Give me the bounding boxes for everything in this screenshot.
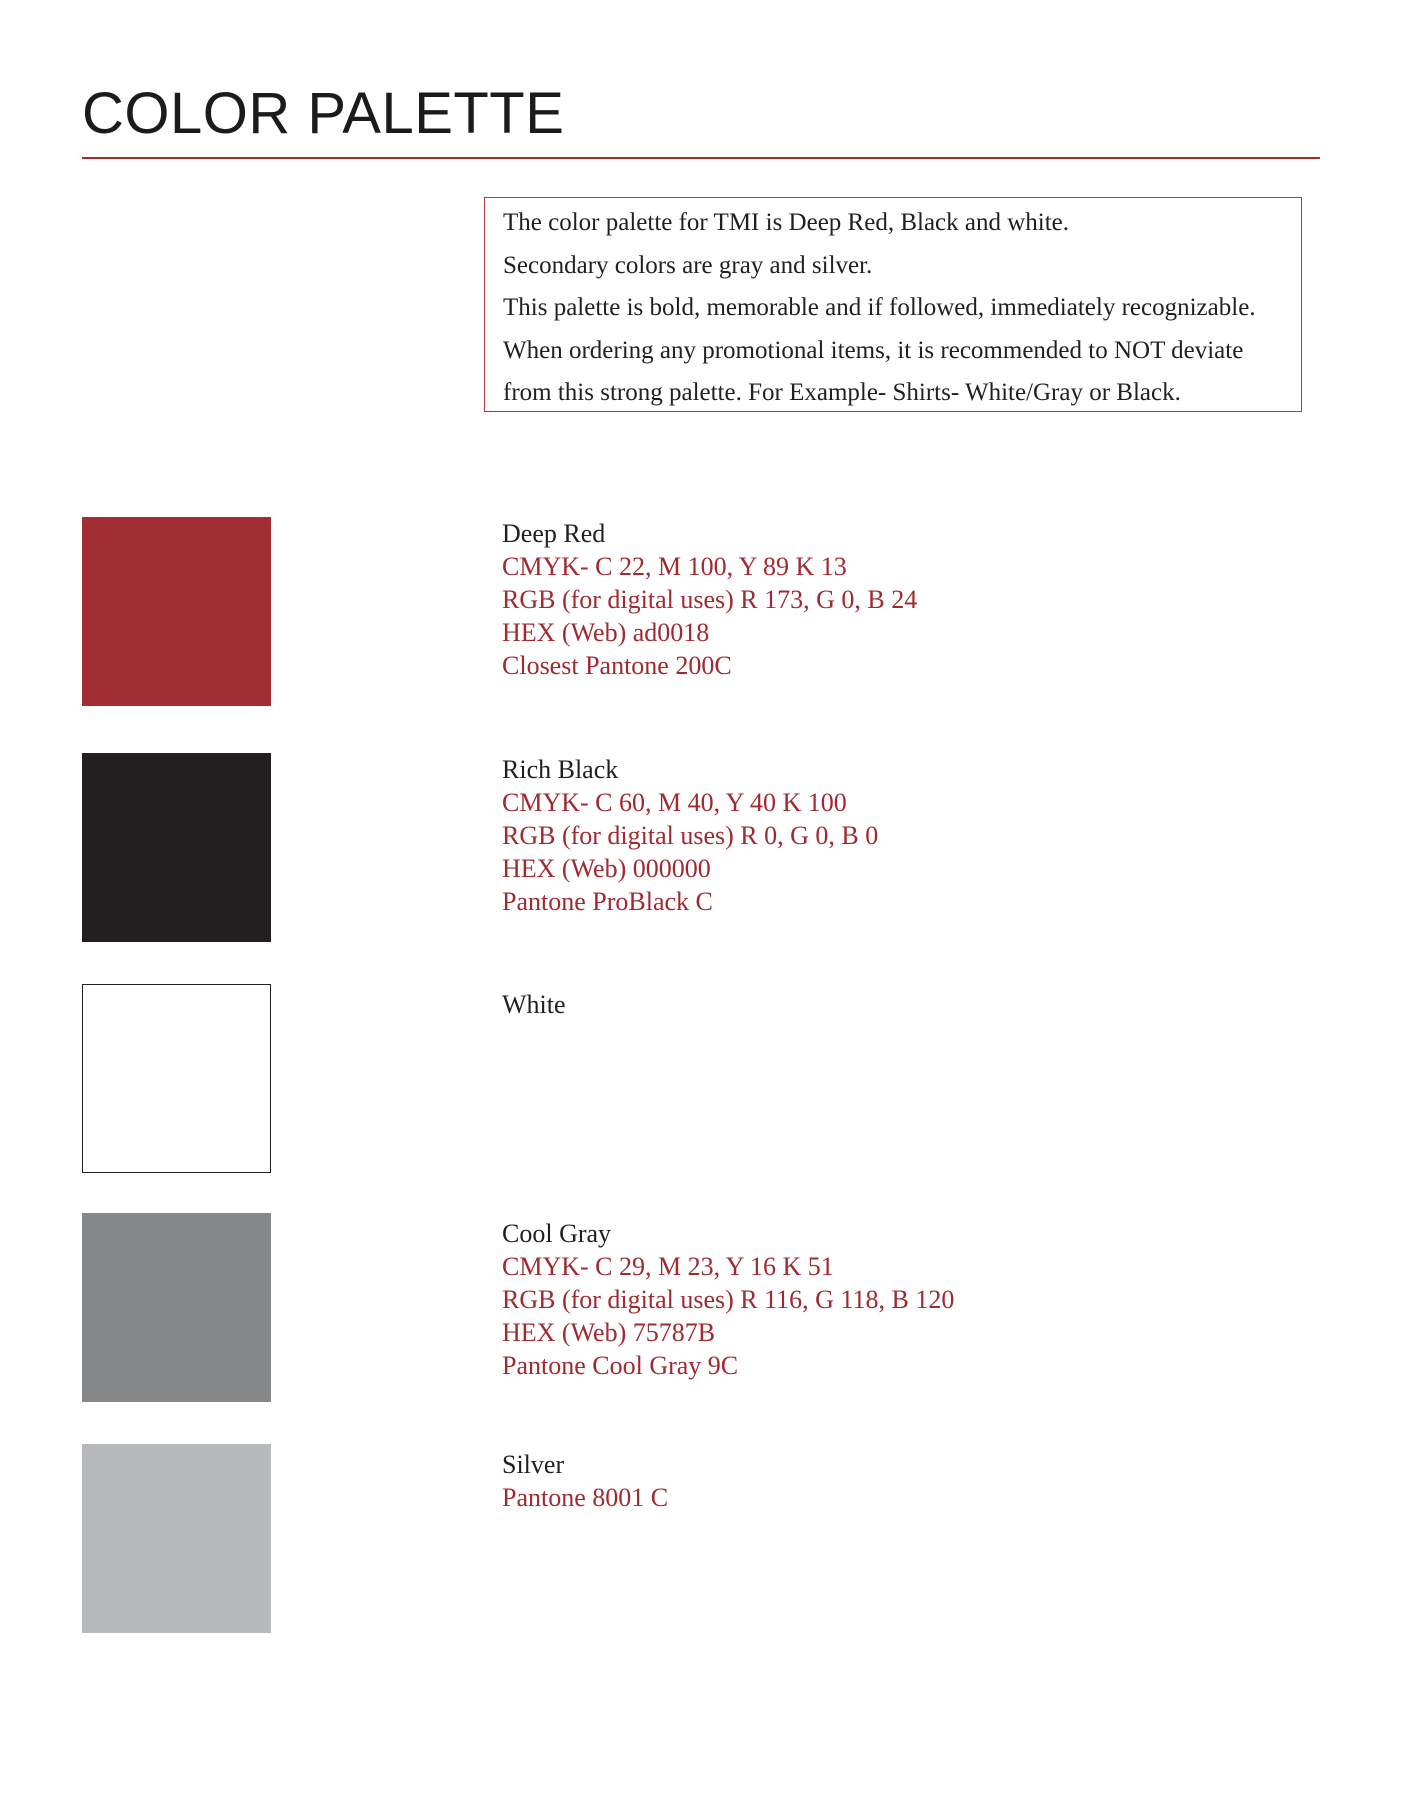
color-info-deep-red [502, 517, 917, 682]
intro-line: This palette is bold, memorable and if followed, immediately recognizable. [503, 294, 1256, 321]
color-spec-cmyk: CMYK- C 22, M 100, Y 89 K 13 [502, 552, 847, 581]
swatch-white [82, 984, 271, 1173]
color-info-white [502, 988, 566, 1021]
color-info-silver [502, 1448, 668, 1514]
color-info-cool-gray [502, 1217, 954, 1382]
color-name: Cool Gray [502, 1219, 612, 1248]
intro-line: from this strong palette. For Example- Shirts- White/Gray or Black. [503, 379, 1181, 406]
color-name: Deep Red [502, 519, 606, 548]
color-spec-cmyk: CMYK- C 60, M 40, Y 40 K 100 [502, 788, 847, 817]
color-spec-rgb: RGB (for digital uses) R 173, G 0, B 24 [502, 585, 918, 614]
color-spec-pantone: Pantone Cool Gray 9C [502, 1351, 739, 1380]
page-title: COLOR PALETTE [82, 81, 565, 146]
intro-line: When ordering any promotional items, it is recommended to NOT deviate [503, 336, 1244, 364]
swatch-silver [82, 1444, 271, 1633]
color-spec-rgb: RGB (for digital uses) R 116, G 118, B 120 [502, 1285, 955, 1314]
color-spec-pantone: Pantone ProBlack C [502, 887, 713, 916]
swatch-deep-red [82, 517, 271, 706]
intro-line: Secondary colors are gray and silver. [503, 251, 873, 279]
color-name: White [502, 990, 566, 1019]
swatch-rich-black [82, 753, 271, 942]
color-spec-hex: HEX (Web) 75787B [502, 1318, 716, 1347]
title-divider [82, 157, 1320, 159]
intro-line: The color palette for TMI is Deep Red, Black and white. [503, 209, 1070, 236]
color-name: Silver [502, 1450, 565, 1479]
color-spec-hex: HEX (Web) ad0018 [502, 618, 710, 647]
color-spec-cmyk: CMYK- C 29, M 23, Y 16 K 51 [502, 1252, 834, 1281]
color-spec-pantone: Pantone 8001 C [502, 1483, 669, 1512]
color-spec-rgb: RGB (for digital uses) R 0, G 0, B 0 [502, 821, 879, 850]
color-spec-pantone: Closest Pantone 200C [502, 651, 732, 680]
color-name: Rich Black [502, 755, 619, 784]
intro-text-box [484, 197, 1302, 412]
swatch-cool-gray [82, 1213, 271, 1402]
color-info-rich-black [502, 753, 878, 918]
color-spec-hex: HEX (Web) 000000 [502, 854, 711, 883]
